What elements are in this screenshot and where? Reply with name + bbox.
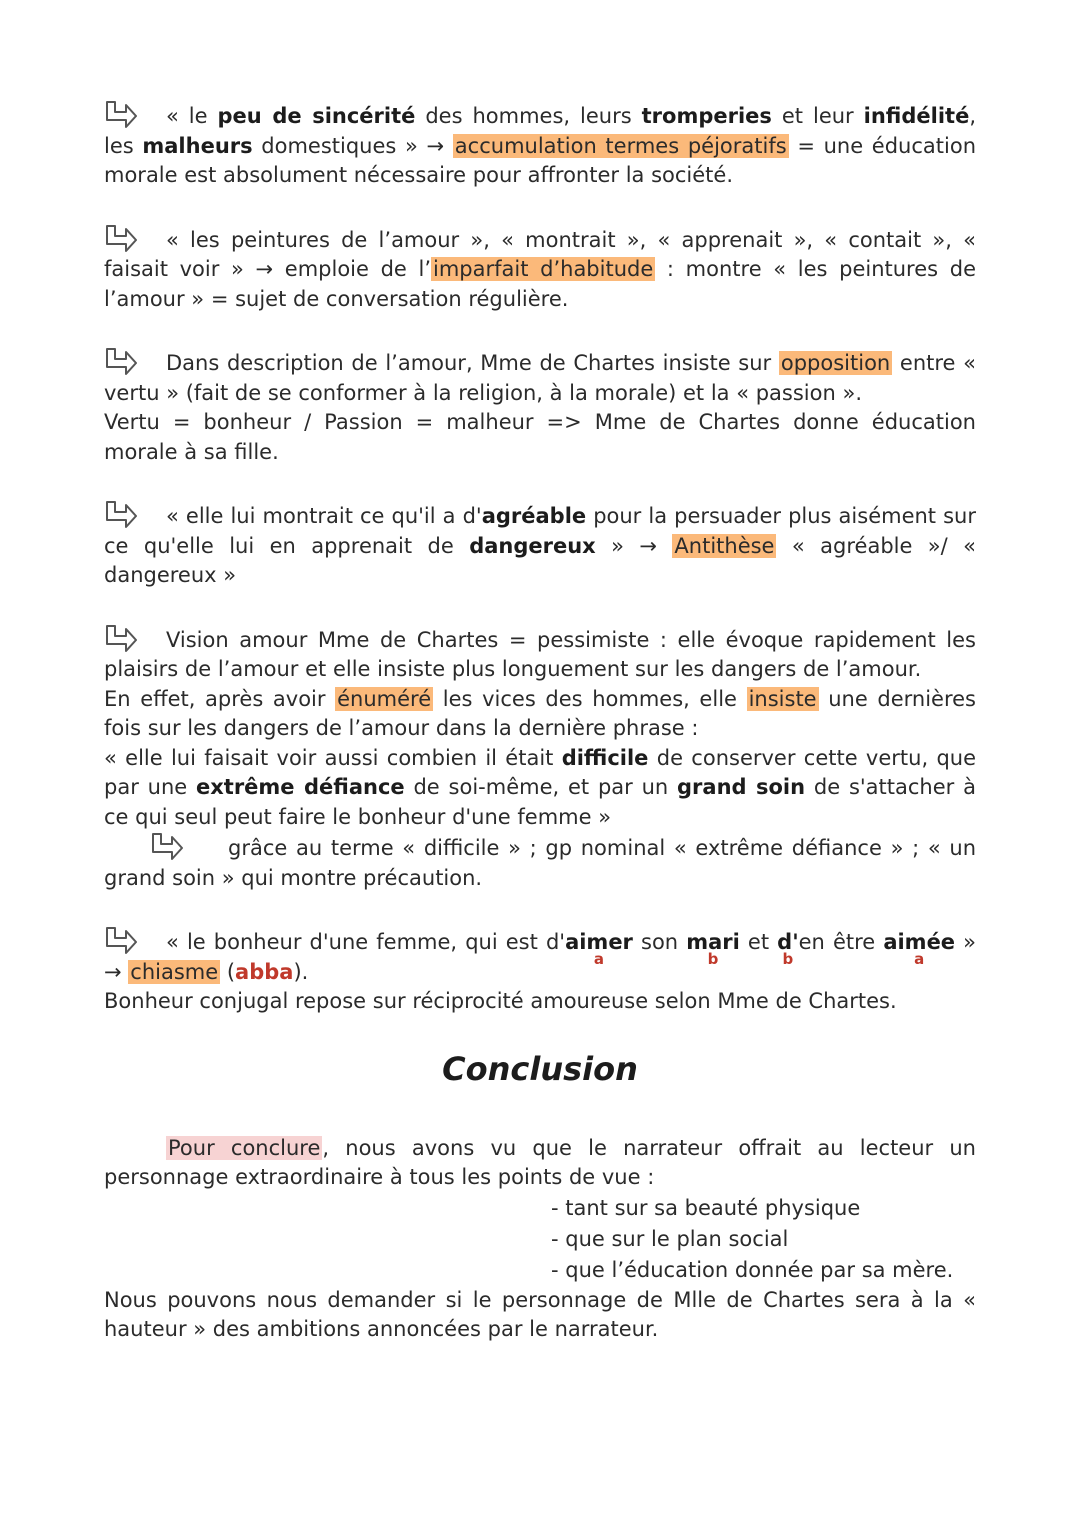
abba-label: abba: [235, 959, 294, 984]
highlight-pour-conclure: Pour conclure: [168, 1135, 321, 1160]
chiasm-word-aimer: aimer a: [565, 930, 633, 968]
chiasm-word-mari: mari b: [686, 930, 740, 968]
highlight-enumere: énuméré: [337, 686, 432, 711]
analysis-paragraph-3: Dans description de l’amour, Mme de Chartes insiste sur opposition entre « vertu » (fait de se conformer à la religion, à la morale) et la « passion ». Vertu = bonheur / Passion = malheur => Mme de Chartes donne éducation morale à sa fille.: [104, 347, 976, 467]
turn-right-arrow-icon: [104, 624, 138, 654]
turn-right-arrow-icon: [104, 500, 138, 530]
document-page: [104, 100, 976, 1345]
vertu-passion-line: Vertu = bonheur / Passion = malheur => Mme de Chartes donne éducation morale à sa fille.: [104, 410, 976, 464]
list-item: - tant sur sa beauté physique: [551, 1195, 861, 1220]
list-item: - que l’éducation donnée par sa mère.: [551, 1257, 954, 1282]
analysis-paragraph-2: « les peintures de l’amour », « montrait », « apprenait », « contait », « faisait voir » → emploie de l’imparfait d’habitude : montre « les peintures de l’amour » = sujet de conversation régulière.: [104, 224, 976, 315]
turn-right-arrow-icon: [150, 832, 184, 862]
highlight-accumulation: accumulation termes péjoratifs: [454, 133, 787, 158]
analysis-paragraph-5: Vision amour Mme de Chartes = pessimiste : elle évoque rapidement les plaisirs de l’amour et elle insiste plus longuement sur les dangers de l’amour. En effet, après avoir énuméré les vices des hommes, elle insiste une dernières fois sur les dangers de l’amour dans la dernière phrase : « elle lui faisait voir aussi combien il était difficile de conserver cette vertu, que par une extrême défiance de soi-même, et par un grand soin de s'attacher à ce qui seul peut faire le bonheur d'une femme » grâce au terme « difficile » ; gp nominal « extrême défiance » ; « un grand soin » qui montre précaution.: [104, 624, 976, 894]
turn-right-arrow-icon: [104, 926, 138, 956]
highlight-opposition: opposition: [780, 351, 891, 375]
turn-right-arrow-icon: [104, 224, 138, 254]
list-item: - que sur le plan social: [551, 1226, 789, 1251]
chiasm-word-en: d' b: [777, 930, 799, 968]
analysis-paragraph-6: « le bonheur d'une femme, qui est d'aimer a son mari b et d' b en être aimée a » → chiasme (abba). Bonheur conjugal repose sur réciprocité amoureuse selon Mme de Chartes.: [104, 926, 976, 1017]
quotation: « elle lui faisait voir aussi combien il était difficile de conserver cette vertu, que par une extrême défiance de soi-même, et par un grand soin de s'attacher à ce qui seul peut faire le bonheur d'une femme »: [104, 745, 976, 829]
highlight-insiste: insiste: [748, 686, 817, 711]
highlight-chiasme: chiasme: [130, 959, 219, 984]
conclusion-list: [551, 1193, 976, 1286]
highlight-imparfait: imparfait d’habitude: [433, 257, 654, 281]
conclusion-final: Nous pouvons nous demander si le personnage de Mlle de Chartes sera à la « hauteur » des ambitions annoncées par le narrateur.: [104, 1287, 976, 1341]
bonheur-conjugal-line: Bonheur conjugal repose sur réciprocité amoureuse selon Mme de Chartes.: [104, 989, 897, 1013]
analysis-paragraph-1: « le peu de sincérité des hommes, leurs tromperies et leur infidélité, les malheurs domestiques » → accumulation termes péjoratifs = une éducation morale est absolument nécessaire pour affronter la société.: [104, 100, 976, 191]
turn-right-arrow-icon: [104, 347, 138, 377]
chiasm-word-aimee: aimée a: [883, 930, 956, 968]
conclusion-paragraph: Pour conclure, nous avons vu que le narrateur offrait au lecteur un personnage extraordinaire à tous les points de vue :: [104, 1135, 976, 1189]
analysis-paragraph-4: « elle lui montrait ce qu'il a d'agréable pour la persuader plus aisément sur ce qu'elle lui en apprenait de dangereux » → Antithèse « agréable »/ « dangereux »: [104, 500, 976, 591]
turn-right-arrow-icon: [104, 100, 138, 130]
conclusion-heading: Conclusion: [442, 1049, 638, 1088]
highlight-antithese: Antithèse: [674, 533, 775, 558]
